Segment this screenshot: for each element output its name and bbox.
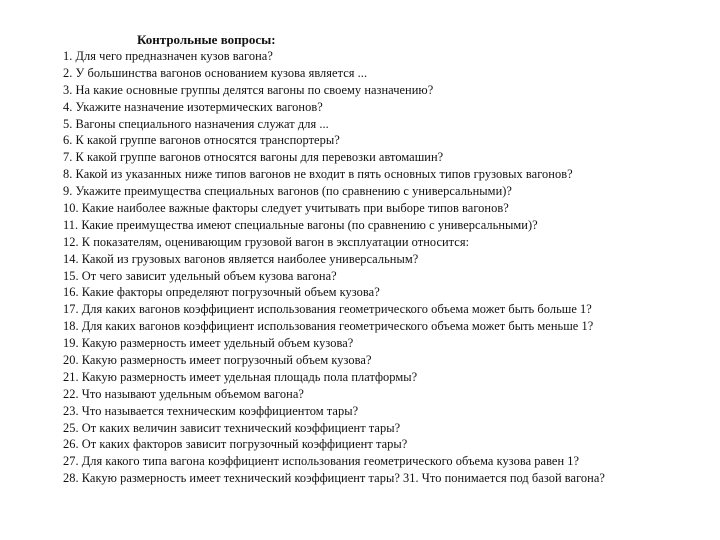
question-item: 1. Для чего предназначен кузов вагона?	[63, 49, 273, 63]
question-item: 3. На какие основные группы делятся вагоны по своему назначению?	[63, 82, 434, 97]
question-item: 18. Для каких вагонов коэффициент использования геометрического объема может быть меньше 1?	[63, 319, 594, 334]
question-item: 7. К какой группе вагонов относятся вагоны для перевозки автомашин?	[63, 150, 444, 165]
question-item: 8. Какой из указанных ниже типов вагонов не входит в пять основных типов грузовых вагонов?	[63, 167, 573, 182]
question-item: 27. Для какого типа вагона коэффициент использования геометрического объема кузова равен 1?	[63, 454, 580, 469]
question-item: 14. Какой из грузовых вагонов является наиболее универсальным?	[63, 251, 419, 266]
question-item: 11. Какие преимущества имеют специальные вагоны (по сравнению с универсальными)?	[63, 217, 538, 232]
question-item: 15. От чего зависит удельный объем кузова вагона?	[63, 268, 337, 283]
question-item: 26. От каких факторов зависит погрузочный коэффициент тары?	[63, 437, 408, 452]
question-item: 5. Вагоны специального назначения служат для ...	[63, 116, 329, 131]
question-item: 19. Какую размерность имеет удельный объем кузова?	[63, 336, 354, 351]
question-item: 4. Укажите назначение изотермических вагонов?	[63, 99, 323, 114]
question-item: 21. Какую размерность имеет удельная площадь пола платформы?	[63, 369, 418, 384]
document-title: Контрольные вопросы:	[137, 32, 276, 47]
question-item: 10. Какие наиболее важные факторы следует учитывать при выборе типов вагонов?	[63, 201, 509, 216]
question-item: 23. Что называется техническим коэффициентом тары?	[63, 403, 359, 418]
question-item: 12. К показателям, оценивающим грузовой вагон в эксплуатации относится:	[63, 234, 470, 249]
question-item: 17. Для каких вагонов коэффициент использования геометрического объема может быть больше 1?	[63, 302, 592, 317]
question-item: 16. Какие факторы определяют погрузочный объем кузова?	[63, 285, 380, 300]
question-item: 20. Какую размерность имеет погрузочный объем кузова?	[63, 353, 372, 368]
question-item: 28. Какую размерность имеет технический коэффициент тары? 31. Что понимается под базой вагона?	[63, 471, 605, 486]
question-item: 9. Укажите преимущества специальных вагонов (по сравнению с универсальными)?	[63, 184, 512, 199]
question-item: 25. От каких величин зависит технический коэффициент тары?	[63, 420, 401, 435]
question-item: 6. К какой группе вагонов относятся транспортеры?	[63, 133, 340, 148]
question-item: 22. Что называют удельным объемом вагона?	[63, 386, 304, 401]
questions-list	[63, 48, 605, 487]
question-item: 2. У большинства вагонов основанием кузова является ...	[63, 65, 368, 80]
